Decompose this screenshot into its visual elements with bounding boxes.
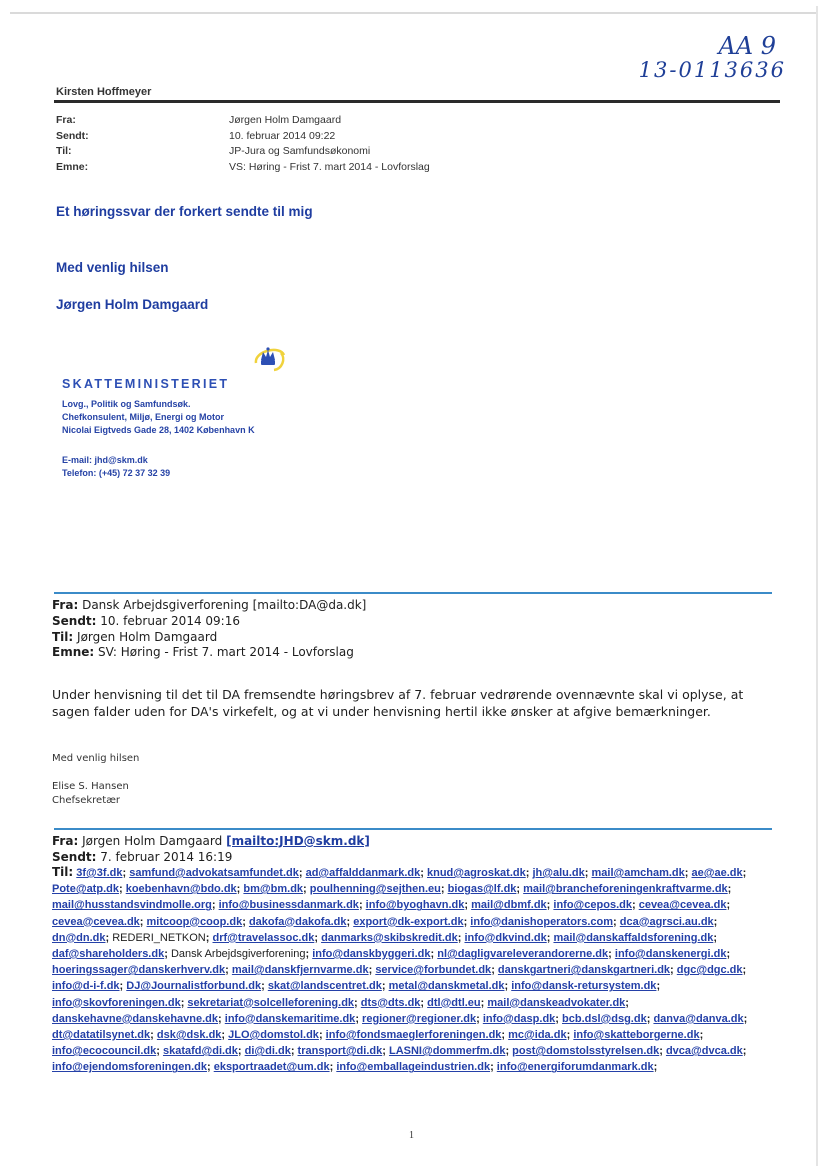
recipient-email-link[interactable]: info@danishoperators.com xyxy=(470,915,614,928)
sent-value: 10. februar 2014 09:16 xyxy=(100,613,240,628)
recipient-email-link[interactable]: info@emballageindustrien.dk xyxy=(336,1061,491,1074)
message1-from-row xyxy=(52,598,366,614)
recipient-name: Dansk Arbejdsgiverforening xyxy=(170,948,306,961)
sent-value: 7. februar 2014 16:19 xyxy=(100,849,233,864)
contact-email: E-mail: jhd@skm.dk xyxy=(62,455,148,465)
header-value: 10. februar 2014 09:22 xyxy=(229,129,336,142)
header-label: Emne: xyxy=(56,160,89,173)
scan-edge-right xyxy=(816,6,818,1166)
message1-regards: Med venlig hilsen xyxy=(52,753,140,764)
recipient-email-link[interactable]: dvca@dvca.dk xyxy=(665,1045,743,1058)
to-label: Til: xyxy=(52,865,74,879)
recipient-email-link[interactable]: info@cepos.dk xyxy=(553,899,632,912)
recipient-email-link[interactable]: dn@dn.dk xyxy=(52,931,106,944)
handwritten-case-number xyxy=(606,34,786,81)
handwritten-line-2: 13-0113636 xyxy=(638,58,786,83)
from-label: Fra: xyxy=(52,834,79,848)
recipient-email-link[interactable]: info@danskemaritime.dk xyxy=(224,1012,356,1025)
message1-to-row xyxy=(52,630,366,646)
recipient-email-link[interactable]: service@forbundet.dk xyxy=(375,964,492,977)
message1-sent-row xyxy=(52,614,366,630)
recipient-email-link[interactable]: danmarks@skibskredit.dk xyxy=(321,931,458,944)
header-label: Til: xyxy=(56,145,72,157)
recipient-email-link[interactable]: info@energiforumdanmark.dk xyxy=(496,1061,654,1074)
recipient-email-link[interactable]: dtl@dtl.eu xyxy=(427,996,481,1009)
from-label: Fra: xyxy=(52,598,79,612)
message-divider xyxy=(54,828,772,830)
recipient-email-link[interactable]: mc@ida.dk xyxy=(508,1029,567,1042)
recipient-email-link[interactable]: info@skatteborgerne.dk xyxy=(573,1029,700,1042)
recipient-email-link[interactable]: info@skovforeningen.dk xyxy=(52,996,181,1009)
recipient-email-link[interactable]: Pote@atp.dk xyxy=(52,883,119,896)
contact-phone: Telefon: (+45) 72 37 32 39 xyxy=(62,468,171,478)
header-row-sent xyxy=(56,130,756,146)
sent-label: Sendt: xyxy=(52,613,97,628)
header-row-to xyxy=(56,145,756,161)
recipient-email-link[interactable]: mail@danskeadvokater.dk xyxy=(487,996,626,1009)
recipient-email-link[interactable]: dsk@dsk.dk xyxy=(156,1029,222,1042)
signature-line: Chefkonsulent, Miljø, Energi og Motor xyxy=(62,412,224,422)
message2-from-row xyxy=(52,834,370,850)
recipient-email-link[interactable]: info@ejendomsforeningen.dk xyxy=(52,1061,207,1074)
recipient-email-link[interactable]: post@domstolsstyrelsen.dk xyxy=(512,1045,660,1058)
recipient-email-link[interactable]: bcb.dsl@dsg.dk xyxy=(562,1012,647,1025)
recipient-email-link[interactable]: dts@dts.dk xyxy=(360,996,421,1009)
recipient-email-link[interactable]: info@danskbyggeri.dk xyxy=(312,948,431,961)
recipient-email-link[interactable]: daf@shareholders.dk xyxy=(52,948,165,961)
regards-text: Med venlig hilsen xyxy=(56,260,169,275)
recipient-email-link[interactable]: mail@amcham.dk xyxy=(591,867,685,879)
recipient-email-link[interactable]: dgc@dgc.dk xyxy=(676,964,743,977)
recipient-email-link[interactable]: biogas@lf.dk xyxy=(447,883,517,896)
header-value: VS: Høring - Frist 7. mart 2014 - Lovforslag xyxy=(229,160,430,173)
recipient-email-link[interactable]: ad@affalddanmark.dk xyxy=(305,867,421,879)
header-row-subject xyxy=(56,161,756,177)
header-row-from xyxy=(56,114,756,130)
recipient-email-link[interactable]: LASNI@dommerfm.dk xyxy=(388,1045,506,1058)
to-label: Til: xyxy=(52,629,74,644)
recipient-email-link[interactable]: JLO@domstol.dk xyxy=(228,1029,319,1042)
crown-logo-icon xyxy=(252,343,286,373)
recipient-email-link[interactable]: info@dkvind.dk xyxy=(464,931,547,944)
signer-name: Elise S. Hansen xyxy=(52,781,129,792)
recipient-email-link[interactable]: dt@datatilsynet.dk xyxy=(52,1029,151,1042)
recipient-email-link[interactable]: info@d-i-f.dk xyxy=(52,980,120,993)
header-value: JP-Jura og Samfundsøkonomi xyxy=(229,145,371,157)
from-mailto-link[interactable]: [mailto:JHD@skm.dk] xyxy=(226,834,370,848)
recipient-email-link[interactable]: danskgartneri@danskgartneri.dk xyxy=(497,964,671,977)
recipient-email-link[interactable]: danskehavne@danskehavne.dk xyxy=(52,1012,219,1025)
recipient-email-link[interactable]: info@businessdanmark.dk xyxy=(218,899,359,912)
document-owner-name: Kirsten Hoffmeyer xyxy=(56,86,152,98)
recipient-email-link[interactable]: bm@bm.dk xyxy=(243,883,304,896)
recipient-email-link[interactable]: DJ@Journalistforbund.dk xyxy=(126,980,262,993)
subject-value: SV: Høring - Frist 7. mart 2014 - Lovforslag xyxy=(98,645,354,660)
recipient-name: REDERI_NETKON xyxy=(112,931,206,944)
recipient-email-link[interactable]: ae@ae.dk xyxy=(691,867,743,879)
header-label: Sendt: xyxy=(56,129,89,142)
recipient-email-link[interactable]: poulhenning@sejthen.eu xyxy=(309,883,441,896)
recipient-email-link[interactable]: info@danskenergi.dk xyxy=(614,948,727,961)
recipient-email-link[interactable]: cevea@cevea.dk xyxy=(52,915,140,928)
page-number: 1 xyxy=(409,1130,414,1141)
scan-edge-top xyxy=(10,12,818,14)
recipient-email-link[interactable]: mail@danskfjernvarme.dk xyxy=(231,964,369,977)
message1-subject-row xyxy=(52,645,366,661)
recipient-email-link[interactable]: knud@agroskat.dk xyxy=(426,867,526,879)
recipient-email-link[interactable]: samfund@advokatsamfundet.dk xyxy=(129,867,299,879)
signature-details xyxy=(62,398,255,437)
signer-title: Chefsekretær xyxy=(52,795,121,806)
recipient-email-link[interactable]: mail@brancheforeningenkraftvarme.dk xyxy=(523,883,728,896)
recipient-email-link[interactable]: info@dansk-retursystem.dk xyxy=(511,980,657,993)
recipient-email-link[interactable]: mitcoop@coop.dk xyxy=(146,915,243,928)
message2-recipient-list: Til: 3f@3f.dk; samfund@advokatsamfundet.dk; ad@affalddanmark.dk; knud@agroskat.dk; jh@alu.dk; mail@amcham.dk; ae@ae.dk; Pote@atp.dk; koebenhavn@bdo.dk; bm@bm.dk; poulhenning@sejthen.eu; biogas@lf.dk; mail@brancheforeningenkraftvarme.dk; mail@husstandsvindmolle.org; info@businessdanmark.dk; info@byoghavn.dk; mail@dbmf.dk; info@cepos.dk; cevea@cevea.dk; cevea@cevea.dk; mitcoop@coop.dk; dakofa@dakofa.dk; export@dk-export.dk; info@danishoperators.com; dca@agrsci.au.dk; dn@dn.dk; REDERI_NETKON; drf@travelassoc.dk; danmarks@skibskredit.dk; info@dkvind.dk; mail@danskaffaldsforening.dk; daf@shareholders.dk; Dansk Arbejdsgiverforening; info@danskbyggeri.dk; nl@dagligvareleverandorerne.dk; info@danskenergi.dk; hoeringssager@danskerhverv.dk; mail@danskfjernvarme.dk; service@forbundet.dk; danskgartneri@danskgartneri.dk; dgc@dgc.dk; info@d-i-f.dk; DJ@Journalistforbund.dk; skat@landscentret.dk; metal@danskmetal.dk; info@dansk-retursystem.dk; info@skovforeningen.dk; sekretariat@solcelleforening.dk; dts@dts.dk; dtl@dtl.eu; mail@danskeadvokater.dk; danskehavne@danskehavne.dk; info@danskemaritime.dk; regioner@regioner.dk; info@dasp.dk; bcb.dsl@dsg.dk; danva@danva.dk; dt@datatilsynet.dk; dsk@dsk.dk; JLO@domstol.dk; info@fondsmaeglerforeningen.dk; mc@ida.dk; info@skatteborgerne.dk; info@ecocouncil.dk; skatafd@di.dk; di@di.dk; transport@di.dk; LASNI@dommerfm.dk; post@domstolsstyrelsen.dk; dvca@dvca.dk; info@ejendomsforeningen.dk; eksportraadet@um.dk; info@emballageindustrien.dk; info@energiforumdanmark.dk; xyxy=(52,865,748,1074)
recipient-email-link[interactable]: jh@alu.dk xyxy=(532,867,585,879)
recipient-email-link[interactable]: mail@dbmf.dk xyxy=(471,899,547,912)
message1-header xyxy=(52,598,366,661)
recipient-email-link[interactable]: dca@agrsci.au.dk xyxy=(619,915,714,928)
recipient-email-link[interactable]: regioner@regioner.dk xyxy=(362,1012,477,1025)
recipient-email-link[interactable]: sekretariat@solcelleforening.dk xyxy=(187,996,355,1009)
message1-signer xyxy=(52,780,129,808)
recipient-email-link[interactable]: koebenhavn@bdo.dk xyxy=(125,883,237,896)
recipient-email-link[interactable]: danva@danva.dk xyxy=(653,1012,744,1025)
header-label: Fra: xyxy=(56,114,76,126)
recipient-email-link[interactable]: info@byoghavn.dk xyxy=(365,899,465,912)
recipient-email-link[interactable]: mail@husstandsvindmolle.org xyxy=(52,899,212,912)
sent-label: Sendt: xyxy=(52,849,97,864)
outer-email-header xyxy=(56,114,756,176)
contact-details xyxy=(62,454,170,480)
subject-label: Emne: xyxy=(52,645,95,660)
from-value: Dansk Arbejdsgiverforening [mailto:DA@da.dk] xyxy=(82,598,367,612)
recipient-email-link[interactable]: nl@dagligvareleverandorerne.dk xyxy=(437,948,609,961)
recipient-email-link[interactable]: dakofa@dakofa.dk xyxy=(248,915,347,928)
forward-note: Et høringssvar der forkert sendte til mig xyxy=(56,204,313,219)
signature-line: Nicolai Eigtveds Gade 28, 1402 København K xyxy=(62,425,255,435)
recipient-email-link[interactable]: info@dasp.dk xyxy=(482,1012,556,1025)
from-value: Jørgen Holm Damgaard xyxy=(82,834,223,848)
recipient-email-link[interactable]: mail@danskaffaldsforening.dk xyxy=(553,931,714,944)
recipient-email-link[interactable]: metal@danskmetal.dk xyxy=(388,980,505,993)
recipient-email-link[interactable]: eksportraadet@um.dk xyxy=(213,1061,330,1074)
message1-body: Under henvisning til det til DA fremsendte høringsbrev af 7. februar vedrørende ovennævnte skal vi oplyse, at sagen falder uden for DA's virkefelt, og at vi under henvisning hertil ikke ønsker at afgive bemærkninger. xyxy=(52,687,744,719)
recipient-email-link[interactable]: hoeringssager@danskerhverv.dk xyxy=(52,964,226,977)
to-value: Jørgen Holm Damgaard xyxy=(77,629,218,644)
recipient-email-link[interactable]: export@dk-export.dk xyxy=(353,915,464,928)
recipient-email-link[interactable]: info@fondsmaeglerforeningen.dk xyxy=(325,1029,502,1042)
message2-header xyxy=(52,834,370,866)
recipient-email-link[interactable]: drf@travelassoc.dk xyxy=(212,931,315,944)
recipient-email-link[interactable]: skatafd@di.dk xyxy=(162,1045,238,1058)
recipient-email-link[interactable]: transport@di.dk xyxy=(297,1045,383,1058)
ministry-logo-text: SKATTEMINISTERIET xyxy=(62,377,230,391)
signature-line: Lovg., Politik og Samfundsøk. xyxy=(62,399,191,409)
recipient-email-link[interactable]: info@ecocouncil.dk xyxy=(52,1045,157,1058)
header-value: Jørgen Holm Damgaard xyxy=(229,114,342,126)
recipient-email-link[interactable]: di@di.dk xyxy=(244,1045,291,1058)
recipient-email-link[interactable]: cevea@cevea.dk xyxy=(638,899,727,912)
owner-rule xyxy=(54,100,780,103)
recipient-email-link[interactable]: 3f@3f.dk xyxy=(76,867,123,879)
message-divider xyxy=(54,592,772,594)
recipient-email-link[interactable]: skat@landscentret.dk xyxy=(267,980,382,993)
signature-name: Jørgen Holm Damgaard xyxy=(56,297,209,312)
handwritten-line-1: AA 9 xyxy=(718,32,776,60)
